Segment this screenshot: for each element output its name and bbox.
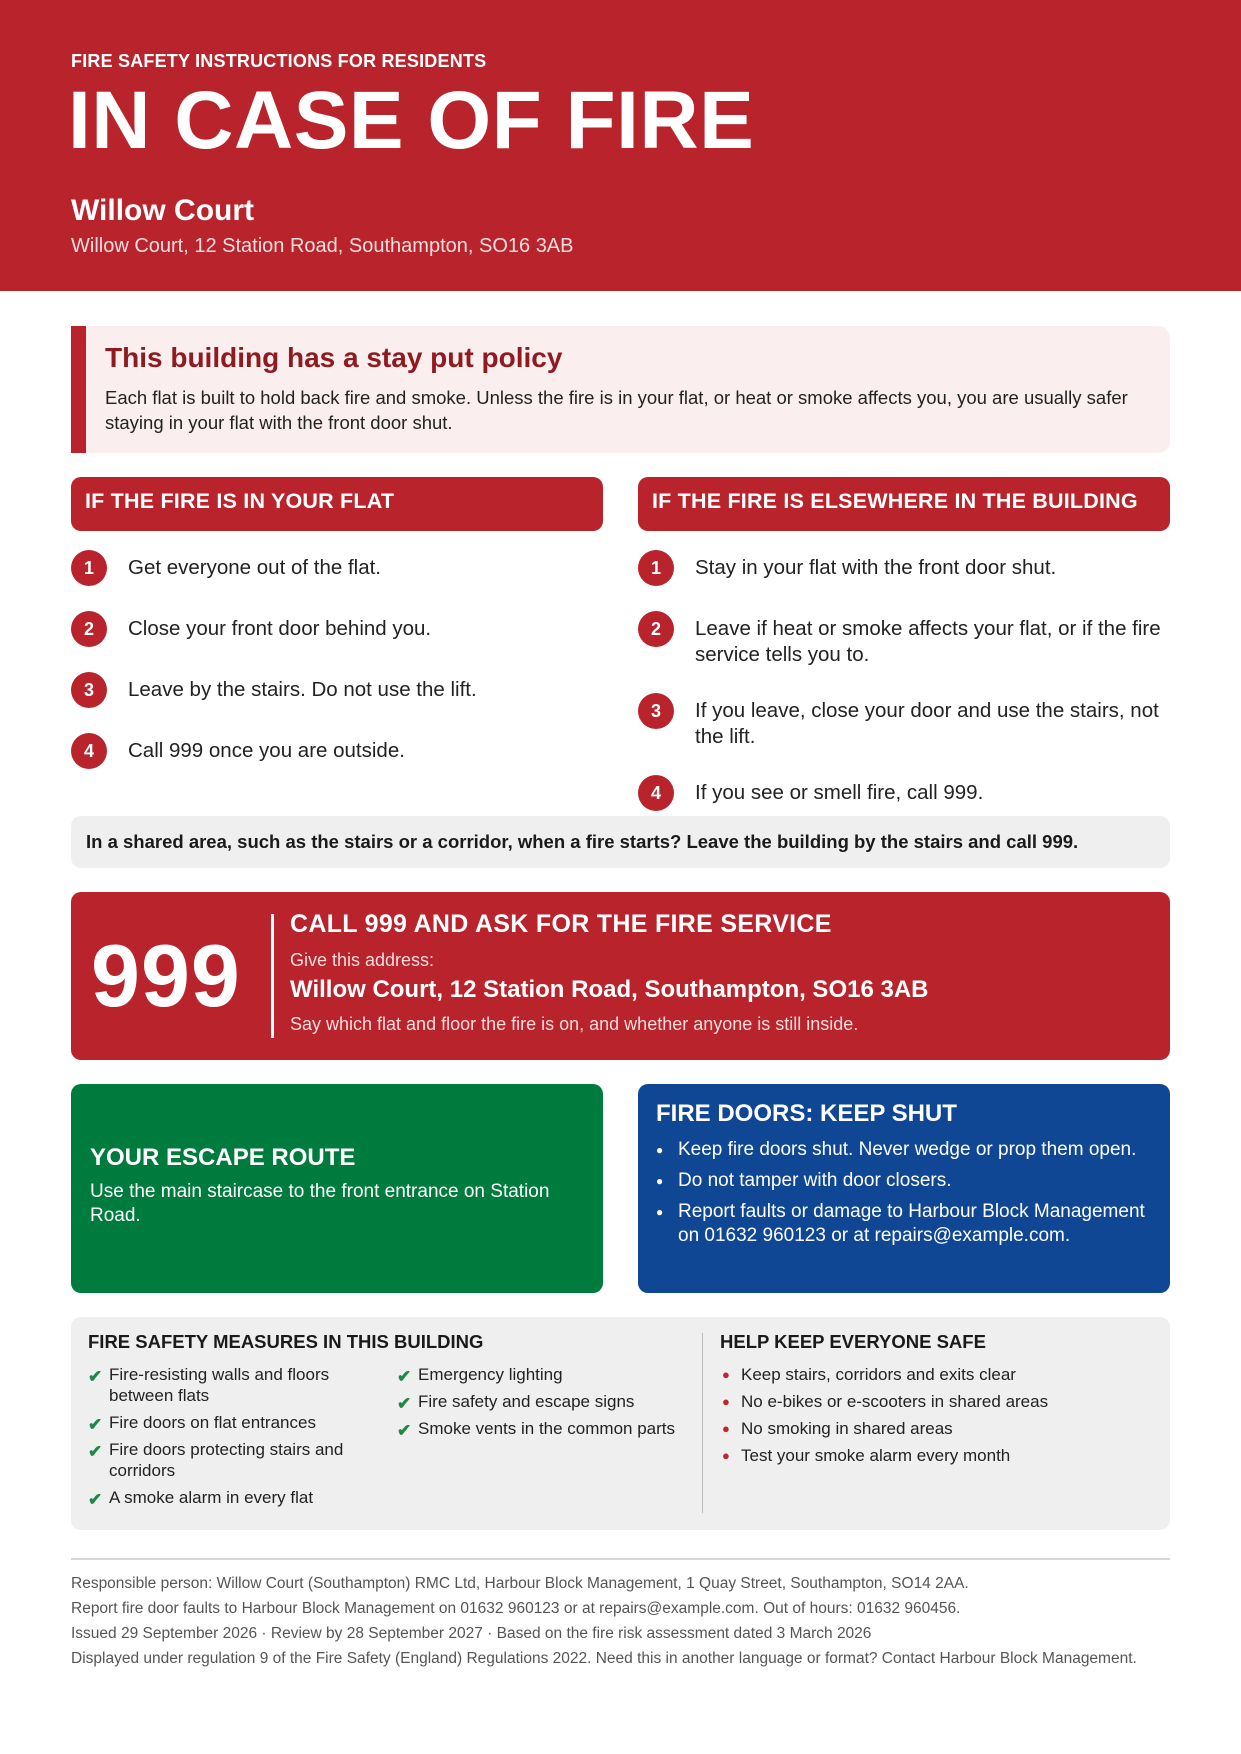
- check-icon: ✔: [88, 1415, 103, 1434]
- step-text: Get everyone out of the flat.: [128, 556, 381, 579]
- list-item: [720, 1364, 1150, 1385]
- list-item: [397, 1418, 687, 1439]
- page-title: IN CASE OF FIRE: [68, 75, 755, 166]
- list-item: ● Report faults or damage to Harbour Block Management on 01632 960123 or at repairs@example.com.: [656, 1200, 1152, 1248]
- list-item: [88, 1487, 348, 1508]
- list-item: [720, 1418, 1150, 1439]
- step-text: Leave if heat or smoke affects your flat, or if the fire service tells you to.: [695, 617, 1161, 666]
- step-number-badge: 4: [638, 775, 674, 811]
- help-text: No e-bikes or e-scooters in shared areas: [741, 1392, 1049, 1411]
- list-item: [720, 1445, 1150, 1466]
- step-text: If you leave, close your door and use the stairs, not the lift.: [695, 699, 1159, 748]
- help-text: Test your smoke alarm every month: [741, 1446, 1011, 1465]
- elsewhere-heading: IF THE FIRE IS ELSEWHERE IN THE BUILDING: [638, 477, 1170, 531]
- step-number-badge: 3: [638, 693, 674, 729]
- check-icon: ✔: [397, 1394, 412, 1413]
- fire-doors-list: [656, 1138, 1152, 1248]
- step-text: Call 999 once you are outside.: [128, 739, 405, 762]
- bullet-icon: ●: [722, 1448, 730, 1463]
- divider: [702, 1333, 703, 1513]
- footer-responsible-person: Responsible person: Willow Court (Southampton) RMC Ltd, Harbour Block Management, 1 Quay Street, Southampton, SO14 2AA.: [71, 1575, 969, 1592]
- footer: [71, 1574, 1170, 1674]
- bullet-icon: ●: [722, 1421, 730, 1436]
- step-number-badge: 1: [638, 550, 674, 586]
- check-icon: ✔: [88, 1367, 103, 1386]
- step-text: Close your front door behind you.: [128, 617, 432, 640]
- measure-text: Fire doors protecting stairs and corridors: [109, 1440, 344, 1480]
- check-icon: ✔: [397, 1421, 412, 1440]
- help-list: [720, 1364, 1150, 1472]
- check-icon: ✔: [88, 1490, 103, 1509]
- step-number-badge: 1: [71, 550, 107, 586]
- step-number-badge: 3: [71, 672, 107, 708]
- help-text: No smoking in shared areas: [741, 1419, 953, 1438]
- check-icon: ✔: [397, 1367, 412, 1386]
- escape-text: Use the main staircase to the front entrance on Station Road.: [90, 1181, 550, 1226]
- list-item: [88, 1364, 348, 1406]
- measure-text: Smoke vents in the common parts: [418, 1419, 676, 1438]
- measure-text: Fire-resisting walls and floors between flats: [109, 1365, 330, 1405]
- bullet-icon: ●: [722, 1367, 730, 1382]
- step-text: Stay in your flat with the front door shut.: [695, 556, 1057, 579]
- call-address: Willow Court, 12 Station Road, Southampton, SO16 3AB: [290, 976, 929, 1003]
- step-text: If you see or smell fire, call 999.: [695, 781, 984, 804]
- bullet-icon: ●: [722, 1394, 730, 1409]
- escape-route-box: [71, 1084, 603, 1293]
- list-item: [397, 1364, 687, 1385]
- stay-put-policy-box: [71, 326, 1170, 453]
- shared-area-note: In a shared area, such as the stairs or a corridor, when a fire starts? Leave the building by the stairs and call 999.: [71, 816, 1170, 868]
- footer-divider: [71, 1558, 1170, 1560]
- page-header: [0, 0, 1241, 291]
- in-flat-heading: IF THE FIRE IS IN YOUR FLAT: [71, 477, 603, 531]
- measure-text: Emergency lighting: [418, 1365, 563, 1384]
- list-item: ● Keep fire doors shut. Never wedge or prop them open.: [656, 1138, 1152, 1162]
- footer-report-faults: Report fire door faults to Harbour Block Management on 01632 960123 or at repairs@example.com. Out of hours: 01632 960456.: [71, 1600, 961, 1617]
- call-999-panel: [71, 892, 1170, 1060]
- call-give-label: Give this address:: [290, 950, 435, 970]
- escape-heading: YOUR ESCAPE ROUTE: [90, 1144, 356, 1171]
- fire-doors-heading: FIRE DOORS: KEEP SHUT: [656, 1100, 957, 1127]
- list-item: [88, 1439, 348, 1481]
- check-icon: ✔: [88, 1442, 103, 1461]
- header-eyebrow: FIRE SAFETY INSTRUCTIONS FOR RESIDENTS: [71, 51, 487, 71]
- footer-issue-dates: Issued 29 September 2026 · Review by 28 September 2027 · Based on the fire risk assessment dated 3 March 2026: [71, 1625, 872, 1642]
- step-number-badge: 2: [71, 611, 107, 647]
- list-item: [71, 550, 603, 586]
- list-item: [71, 672, 603, 708]
- step-number-badge: 2: [638, 611, 674, 647]
- building-name: Willow Court: [71, 194, 255, 227]
- list-item: [71, 611, 603, 647]
- measures-panel: [71, 1317, 1170, 1530]
- measure-text: Fire doors on flat entrances: [109, 1413, 316, 1432]
- fire-doors-box: [638, 1084, 1170, 1293]
- policy-text: Each flat is built to hold back fire and smoke. Unless the fire is in your flat, or heat or smoke affects you, you are usually safer staying in your flat with the front door shut.: [105, 387, 1128, 433]
- list-item: [638, 693, 1170, 750]
- help-heading: HELP KEEP EVERYONE SAFE: [720, 1331, 986, 1352]
- building-address: Willow Court, 12 Station Road, Southampton, SO16 3AB: [71, 235, 574, 257]
- list-item: [71, 733, 603, 769]
- list-item: [638, 775, 1170, 811]
- in-flat-steps: [71, 550, 603, 794]
- measures-list-1: [88, 1364, 348, 1514]
- list-item: ● Do not tamper with door closers.: [656, 1169, 1152, 1193]
- step-number-badge: 4: [71, 733, 107, 769]
- measure-text: A smoke alarm in every flat: [109, 1488, 314, 1507]
- divider: [271, 914, 274, 1038]
- elsewhere-steps: [638, 550, 1170, 836]
- policy-heading: This building has a stay put policy: [105, 342, 563, 373]
- step-text: Leave by the stairs. Do not use the lift.: [128, 678, 477, 701]
- help-text: Keep stairs, corridors and exits clear: [741, 1365, 1016, 1384]
- measures-heading: FIRE SAFETY MEASURES IN THIS BUILDING: [88, 1331, 484, 1352]
- list-item: [397, 1391, 687, 1412]
- emergency-number: 999: [91, 926, 241, 1025]
- measures-list-2: [397, 1364, 687, 1445]
- list-item: [638, 611, 1170, 668]
- measure-text: Fire safety and escape signs: [418, 1392, 635, 1411]
- call-instructions: Say which flat and floor the fire is on, and whether anyone is still inside.: [290, 1014, 859, 1034]
- list-item: [638, 550, 1170, 586]
- footer-regulation-note: Displayed under regulation 9 of the Fire Safety (England) Regulations 2022. Need this in another language or format? Contact Harbour Block Management.: [71, 1650, 1137, 1667]
- list-item: [720, 1391, 1150, 1412]
- call-heading: CALL 999 AND ASK FOR THE FIRE SERVICE: [290, 910, 832, 938]
- list-item: [88, 1412, 348, 1433]
